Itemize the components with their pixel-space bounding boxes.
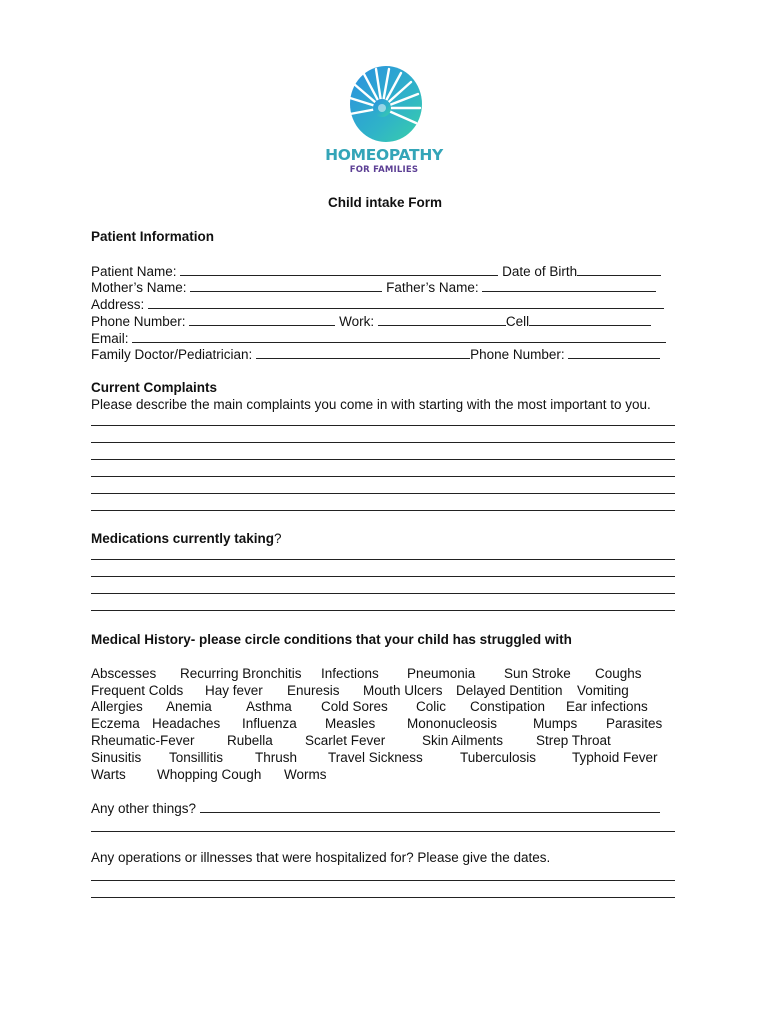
cell-label: Cell — [505, 314, 530, 329]
condition-item[interactable]: Influenza — [242, 716, 297, 731]
family-doctor-field[interactable] — [256, 346, 470, 359]
condition-item[interactable]: Worms — [284, 767, 327, 782]
condition-item[interactable]: Scarlet Fever — [305, 733, 386, 748]
condition-item[interactable]: Coughs — [595, 666, 642, 681]
medications-line[interactable] — [91, 559, 675, 560]
condition-item[interactable]: Constipation — [470, 699, 546, 714]
condition-item[interactable]: Mumps — [533, 716, 578, 731]
form-title: Child intake Form — [327, 195, 442, 210]
other-things-line[interactable] — [91, 831, 675, 832]
work-phone-field[interactable] — [378, 313, 506, 326]
date-of-birth-label: Date of Birth — [502, 264, 578, 279]
complaints-line[interactable] — [91, 510, 675, 511]
condition-item[interactable]: Headaches — [152, 716, 221, 731]
condition-item[interactable]: Ear infections — [566, 699, 648, 714]
condition-item[interactable]: Colic — [416, 699, 447, 714]
condition-item[interactable]: Recurring Bronchitis — [180, 666, 302, 681]
condition-item[interactable]: Delayed Dentition — [456, 683, 563, 698]
condition-item[interactable]: Parasites — [606, 716, 663, 731]
other-things-row — [91, 800, 660, 817]
complaints-line[interactable] — [91, 442, 675, 443]
condition-item[interactable]: Measles — [325, 716, 376, 731]
condition-item[interactable]: Vomiting — [577, 683, 629, 698]
condition-item[interactable]: Rheumatic-Fever — [91, 733, 195, 748]
patient-info-heading: Patient Information — [91, 229, 215, 244]
doctor-phone-label: Phone Number: — [470, 347, 565, 362]
condition-item[interactable]: Warts — [91, 767, 126, 782]
complaints-line[interactable] — [91, 425, 675, 426]
parents-row — [91, 279, 656, 296]
operations-question: Any operations or illnesses that were hospitalized for? Please give the dates. — [91, 850, 551, 865]
phone-row — [91, 313, 651, 330]
condition-item[interactable]: Eczema — [91, 716, 140, 731]
phone-number-field[interactable] — [189, 313, 335, 326]
condition-item[interactable]: Asthma — [246, 699, 292, 714]
medications-line[interactable] — [91, 610, 675, 611]
nautilus-shell-icon — [342, 62, 426, 146]
date-of-birth-field[interactable] — [577, 263, 661, 276]
logo-subtitle: FOR FAMILIES — [349, 165, 419, 175]
patient-name-field[interactable] — [180, 263, 498, 276]
condition-item[interactable]: Whopping Cough — [157, 767, 262, 782]
condition-item[interactable]: Skin Ailments — [422, 733, 504, 748]
email-row — [91, 330, 666, 347]
condition-item[interactable]: Tuberculosis — [460, 750, 537, 765]
complaints-line[interactable] — [91, 493, 675, 494]
condition-item[interactable]: Abscesses — [91, 666, 157, 681]
condition-item[interactable]: Hay fever — [205, 683, 263, 698]
mothers-name-field[interactable] — [190, 279, 382, 292]
condition-item[interactable]: Cold Sores — [321, 699, 388, 714]
condition-item[interactable]: Sinusitis — [91, 750, 142, 765]
fathers-name-label: Father’s Name: — [386, 280, 479, 295]
medications-line[interactable] — [91, 593, 675, 594]
other-things-label: Any other things? — [91, 801, 197, 816]
homeopathy-logo — [318, 62, 450, 178]
condition-item[interactable]: Rubella — [227, 733, 273, 748]
medications-heading-row — [91, 531, 282, 547]
address-field[interactable] — [148, 296, 664, 309]
fathers-name-field[interactable] — [482, 279, 656, 292]
condition-item[interactable]: Tonsillitis — [169, 750, 224, 765]
logo-title: HOMEOPATHY — [325, 146, 443, 164]
address-row — [91, 296, 664, 313]
operations-line[interactable] — [91, 880, 675, 881]
other-things-field[interactable] — [200, 800, 660, 813]
condition-item[interactable]: Mononucleosis — [407, 716, 498, 731]
work-label: Work: — [339, 314, 375, 329]
condition-item[interactable]: Enuresis — [287, 683, 340, 698]
doctor-row — [91, 346, 660, 363]
condition-item[interactable]: Mouth Ulcers — [363, 683, 443, 698]
patient-name-row — [91, 263, 661, 280]
condition-item[interactable]: Typhoid Fever — [572, 750, 658, 765]
email-field[interactable] — [132, 330, 666, 343]
condition-item[interactable]: Pneumonia — [407, 666, 476, 681]
condition-item[interactable]: Infections — [321, 666, 379, 681]
medical-history-heading: Medical History- please circle conditions that your child has struggled with — [91, 632, 572, 647]
complaints-instruction: Please describe the main complaints you come in with starting with the most important to you. — [91, 397, 651, 412]
complaints-heading: Current Complaints — [91, 380, 218, 395]
condition-item[interactable]: Sun Stroke — [504, 666, 571, 681]
condition-item[interactable]: Strep Throat — [536, 733, 611, 748]
address-label: Address: — [91, 297, 145, 312]
condition-item[interactable]: Anemia — [166, 699, 212, 714]
condition-item[interactable]: Travel Sickness — [328, 750, 423, 765]
mothers-name-label: Mother’s Name: — [91, 280, 187, 295]
condition-item[interactable]: Thrush — [255, 750, 298, 765]
medications-heading: Medications currently taking — [91, 531, 275, 546]
doctor-phone-field[interactable] — [568, 346, 660, 359]
family-doctor-label: Family Doctor/Pediatrician: — [91, 347, 253, 362]
operations-line[interactable] — [91, 897, 675, 898]
condition-item[interactable]: Frequent Colds — [91, 683, 184, 698]
medications-line[interactable] — [91, 576, 675, 577]
patient-name-label: Patient Name: — [91, 264, 177, 279]
phone-number-label: Phone Number: — [91, 314, 186, 329]
medications-heading-suffix: ? — [274, 531, 282, 546]
cell-phone-field[interactable] — [529, 313, 651, 326]
condition-item[interactable]: Allergies — [91, 699, 143, 714]
complaints-line[interactable] — [91, 476, 675, 477]
email-label: Email: — [91, 331, 129, 346]
complaints-line[interactable] — [91, 459, 675, 460]
